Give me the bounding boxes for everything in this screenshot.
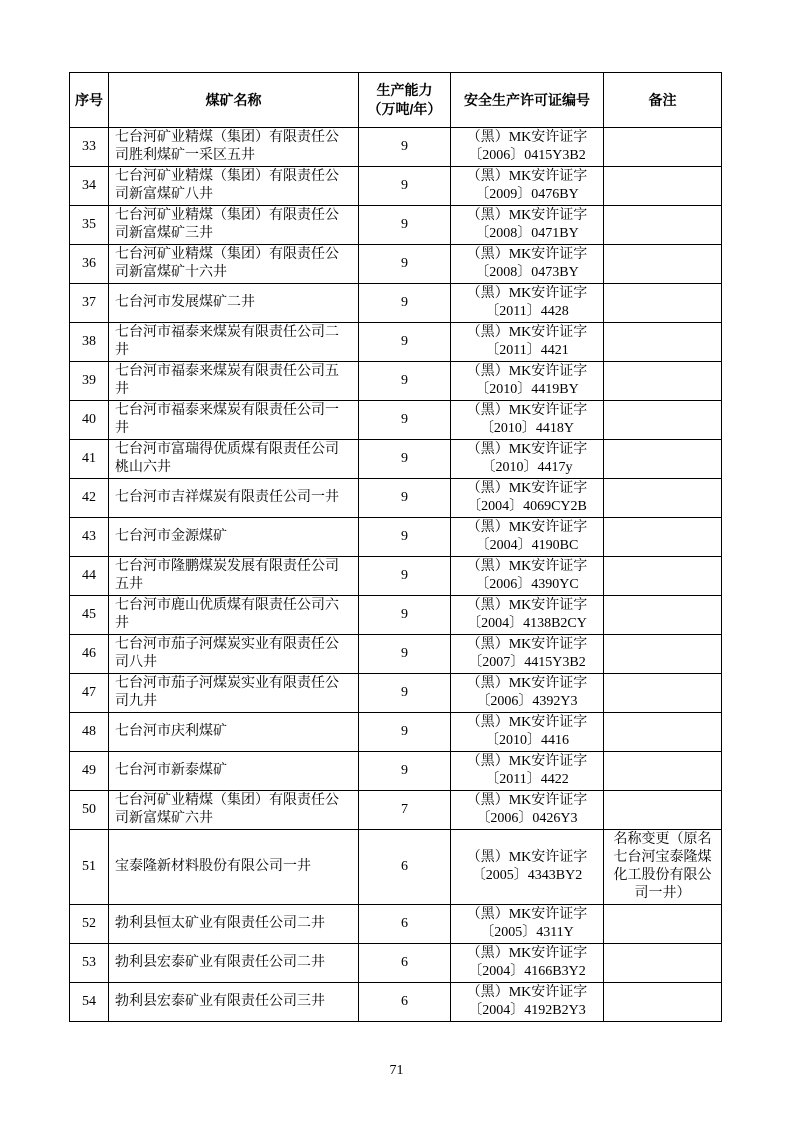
mine-name-cell: 七台河市福泰来煤炭有限责任公司一井 (109, 401, 359, 440)
table-row (70, 440, 722, 479)
license-cell: （黑）MK安许证字〔2011〕4422 (451, 752, 604, 791)
license-cell: （黑）MK安许证字〔2010〕4417y (451, 440, 604, 479)
capacity-header-unit: （万吨/年） (367, 101, 442, 117)
mine-name-cell: 七台河市吉祥煤炭有限责任公司一井 (109, 479, 359, 518)
col-header-license: 安全生产许可证编号 (451, 73, 604, 128)
capacity-cell: 9 (359, 440, 451, 479)
remark-cell (604, 401, 722, 440)
table-row (70, 362, 722, 401)
mine-name-cell: 七台河市茄子河煤炭实业有限责任公司八井 (109, 635, 359, 674)
remark-cell (604, 440, 722, 479)
table-row (70, 401, 722, 440)
remark-cell (604, 674, 722, 713)
row-index-cell: 35 (70, 206, 109, 245)
mine-name-cell: 七台河矿业精煤（集团）有限责任公司新富煤矿六井 (109, 791, 359, 830)
table-row (70, 905, 722, 944)
row-index-cell: 49 (70, 752, 109, 791)
remark-cell (604, 557, 722, 596)
table-row (70, 674, 722, 713)
capacity-cell: 9 (359, 596, 451, 635)
table-row (70, 713, 722, 752)
table-header (70, 73, 722, 128)
capacity-cell: 9 (359, 479, 451, 518)
row-index-cell: 47 (70, 674, 109, 713)
license-cell: （黑）MK安许证字〔2005〕4343BY2 (451, 830, 604, 905)
capacity-cell: 9 (359, 323, 451, 362)
table-row (70, 752, 722, 791)
remark-cell (604, 167, 722, 206)
row-index-cell: 39 (70, 362, 109, 401)
row-index-cell: 52 (70, 905, 109, 944)
capacity-cell: 9 (359, 128, 451, 167)
row-index-cell: 41 (70, 440, 109, 479)
remark-cell (604, 518, 722, 557)
mine-name-cell: 勃利县宏泰矿业有限责任公司三井 (109, 983, 359, 1022)
row-index-cell: 46 (70, 635, 109, 674)
license-cell: （黑）MK安许证字〔2006〕4392Y3 (451, 674, 604, 713)
table-row (70, 596, 722, 635)
license-cell: （黑）MK安许证字〔2007〕4415Y3B2 (451, 635, 604, 674)
capacity-cell: 9 (359, 752, 451, 791)
table-row (70, 128, 722, 167)
table-row (70, 479, 722, 518)
capacity-cell: 9 (359, 518, 451, 557)
page-number: 71 (389, 1063, 404, 1078)
col-header-index: 序号 (70, 73, 109, 128)
remark-cell (604, 323, 722, 362)
remark-cell (604, 206, 722, 245)
license-cell: （黑）MK安许证字〔2006〕0415Y3B2 (451, 128, 604, 167)
col-header-remark: 备注 (604, 73, 722, 128)
remark-cell (604, 635, 722, 674)
table-row (70, 557, 722, 596)
license-cell: （黑）MK安许证字〔2005〕4311Y (451, 905, 604, 944)
table-row (70, 518, 722, 557)
license-cell: （黑）MK安许证字〔2011〕4421 (451, 323, 604, 362)
license-cell: （黑）MK安许证字〔2006〕4390YC (451, 557, 604, 596)
capacity-cell: 6 (359, 983, 451, 1022)
capacity-cell: 9 (359, 674, 451, 713)
license-cell: （黑）MK安许证字〔2004〕4166B3Y2 (451, 944, 604, 983)
remark-cell (604, 944, 722, 983)
row-index-cell: 51 (70, 830, 109, 905)
remark-cell (604, 905, 722, 944)
table-row (70, 791, 722, 830)
table-row (70, 983, 722, 1022)
table-row (70, 206, 722, 245)
coal-mine-table (69, 72, 722, 1022)
license-cell: （黑）MK安许证字〔2009〕0476BY (451, 167, 604, 206)
capacity-cell: 9 (359, 362, 451, 401)
remark-cell (604, 362, 722, 401)
table-row (70, 167, 722, 206)
capacity-cell: 9 (359, 245, 451, 284)
remark-cell (604, 983, 722, 1022)
remark-cell: 名称变更（原名七台河宝泰隆煤化工股份有限公司一井） (604, 830, 722, 905)
mine-name-cell: 七台河市隆鹏煤炭发展有限责任公司五井 (109, 557, 359, 596)
mine-name-cell: 七台河矿业精煤（集团）有限责任公司胜利煤矿一采区五井 (109, 128, 359, 167)
capacity-cell: 6 (359, 830, 451, 905)
mine-name-cell: 七台河矿业精煤（集团）有限责任公司新富煤矿十六井 (109, 245, 359, 284)
row-index-cell: 43 (70, 518, 109, 557)
table-row (70, 635, 722, 674)
license-cell: （黑）MK安许证字〔2004〕4069CY2B (451, 479, 604, 518)
mine-name-cell: 宝泰隆新材料股份有限公司一井 (109, 830, 359, 905)
mine-name-cell: 七台河市鹿山优质煤有限责任公司六井 (109, 596, 359, 635)
table-row (70, 830, 722, 905)
row-index-cell: 45 (70, 596, 109, 635)
mine-name-cell: 七台河市福泰来煤炭有限责任公司五井 (109, 362, 359, 401)
capacity-cell: 9 (359, 167, 451, 206)
row-index-cell: 42 (70, 479, 109, 518)
col-header-capacity (359, 73, 451, 128)
license-cell: （黑）MK安许证字〔2010〕4416 (451, 713, 604, 752)
row-index-cell: 34 (70, 167, 109, 206)
remark-cell (604, 284, 722, 323)
table-row (70, 944, 722, 983)
remark-cell (604, 128, 722, 167)
row-index-cell: 53 (70, 944, 109, 983)
row-index-cell: 33 (70, 128, 109, 167)
capacity-cell: 9 (359, 206, 451, 245)
row-index-cell: 50 (70, 791, 109, 830)
row-index-cell: 36 (70, 245, 109, 284)
remark-cell (604, 479, 722, 518)
row-index-cell: 38 (70, 323, 109, 362)
capacity-cell: 9 (359, 284, 451, 323)
table-row (70, 245, 722, 284)
mine-name-cell: 勃利县宏泰矿业有限责任公司二井 (109, 944, 359, 983)
capacity-cell: 6 (359, 905, 451, 944)
remark-cell (604, 791, 722, 830)
license-cell: （黑）MK安许证字〔2010〕4419BY (451, 362, 604, 401)
license-cell: （黑）MK安许证字〔2010〕4418Y (451, 401, 604, 440)
capacity-header-label: 生产能力 (376, 82, 433, 98)
mine-name-cell: 七台河市金源煤矿 (109, 518, 359, 557)
table-row (70, 323, 722, 362)
header-row (70, 73, 722, 128)
remark-cell (604, 752, 722, 791)
license-cell: （黑）MK安许证字〔2004〕4192B2Y3 (451, 983, 604, 1022)
license-cell: （黑）MK安许证字〔2006〕0426Y3 (451, 791, 604, 830)
capacity-cell: 6 (359, 944, 451, 983)
row-index-cell: 48 (70, 713, 109, 752)
mine-name-cell: 七台河市茄子河煤炭实业有限责任公司九井 (109, 674, 359, 713)
mine-name-cell: 七台河市发展煤矿二井 (109, 284, 359, 323)
remark-cell (604, 245, 722, 284)
mine-name-cell: 七台河市新泰煤矿 (109, 752, 359, 791)
license-cell: （黑）MK安许证字〔2011〕4428 (451, 284, 604, 323)
row-index-cell: 44 (70, 557, 109, 596)
license-cell: （黑）MK安许证字〔2008〕0471BY (451, 206, 604, 245)
license-cell: （黑）MK安许证字〔2004〕4190BC (451, 518, 604, 557)
table-row (70, 284, 722, 323)
license-cell: （黑）MK安许证字〔2008〕0473BY (451, 245, 604, 284)
capacity-cell: 7 (359, 791, 451, 830)
capacity-cell: 9 (359, 557, 451, 596)
mine-name-cell: 七台河矿业精煤（集团）有限责任公司新富煤矿八井 (109, 167, 359, 206)
mine-name-cell: 勃利县恒太矿业有限责任公司二井 (109, 905, 359, 944)
capacity-cell: 9 (359, 635, 451, 674)
mine-name-cell: 七台河市富瑞得优质煤有限责任公司桃山六井 (109, 440, 359, 479)
mine-name-cell: 七台河矿业精煤（集团）有限责任公司新富煤矿三井 (109, 206, 359, 245)
col-header-mine-name: 煤矿名称 (109, 73, 359, 128)
remark-cell (604, 713, 722, 752)
mine-name-cell: 七台河市福泰来煤炭有限责任公司二井 (109, 323, 359, 362)
capacity-cell: 9 (359, 401, 451, 440)
row-index-cell: 37 (70, 284, 109, 323)
row-index-cell: 40 (70, 401, 109, 440)
license-cell: （黑）MK安许证字〔2004〕4138B2CY (451, 596, 604, 635)
row-index-cell: 54 (70, 983, 109, 1022)
mine-name-cell: 七台河市庆利煤矿 (109, 713, 359, 752)
table-body (70, 128, 722, 1022)
remark-cell (604, 596, 722, 635)
capacity-cell: 9 (359, 713, 451, 752)
